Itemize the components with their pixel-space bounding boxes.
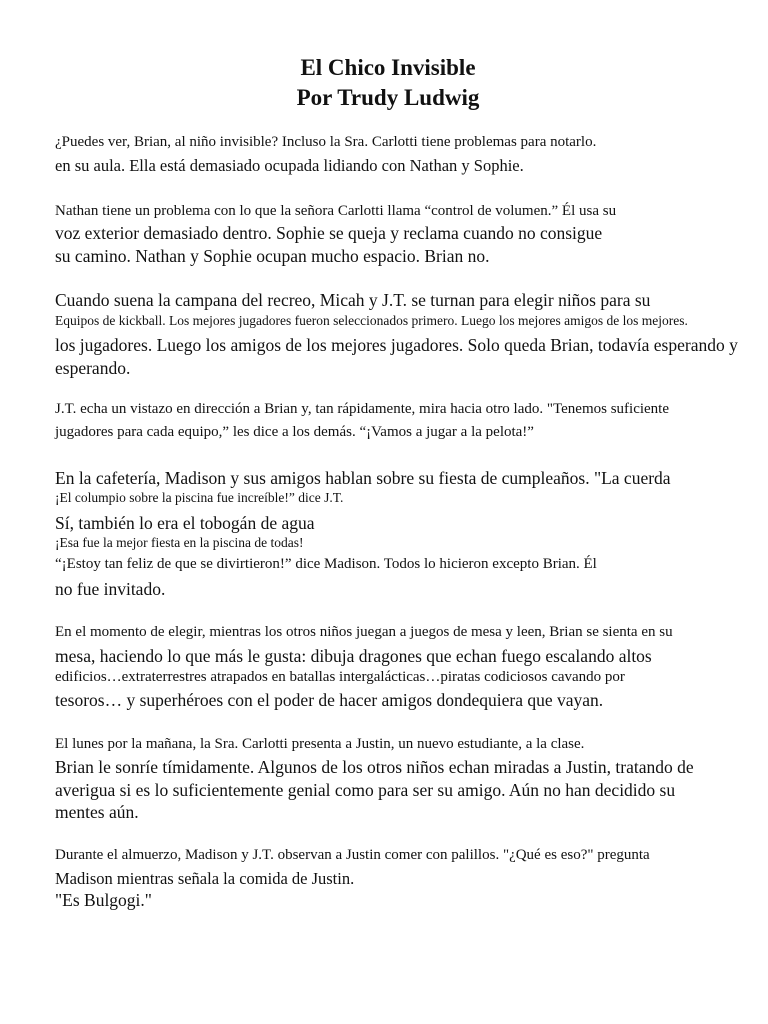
text-line: su camino. Nathan y Sophie ocupan mucho espacio. Brian no. [55, 246, 490, 266]
text-line: Nathan tiene un problema con lo que la señora Carlotti llama “control de volumen.” Él usa su [55, 203, 617, 219]
text-line: esperando. [55, 358, 131, 378]
text-line: mentes aún. [55, 802, 139, 822]
text-line: tesoros… y superhéroes con el poder de hacer amigos dondequiera que vayan. [55, 690, 604, 710]
text-line: en su aula. Ella está demasiado ocupada lidiando con Nathan y Sophie. [55, 156, 524, 175]
text-line: Madison mientras señala la comida de Justin. [55, 869, 355, 888]
text-line: edificios…extraterrestres atrapados en batallas intergalácticas…piratas codiciosos cavando por [55, 669, 625, 685]
text-line: ¿Puedes ver, Brian, al niño invisible? Incluso la Sra. Carlotti tiene problemas para notarlo. [55, 134, 597, 150]
text-line: jugadores para cada equipo,” les dice a los demás. “¡Vamos a jugar a la pelota!” [55, 424, 534, 440]
text-line: mesa, haciendo lo que más le gusta: dibuja dragones que echan fuego escalando altos [55, 646, 652, 666]
text-line: Equipos de kickball. Los mejores jugadores fueron seleccionados primero. Luego los mejores amigos de los mejores. [55, 313, 688, 328]
text-line: El lunes por la mañana, la Sra. Carlotti presenta a Justin, un nuevo estudiante, a la clase. [55, 736, 585, 752]
text-line: En el momento de elegir, mientras los otros niños juegan a juegos de mesa y leen, Brian se sienta en su [55, 624, 673, 640]
text-line: “¡Estoy tan feliz de que se divirtieron!” dice Madison. Todos lo hicieron excepto Brian. Él [55, 556, 597, 572]
text-line: ¡Esa fue la mejor fiesta en la piscina de todas! [55, 535, 304, 550]
text-line: En la cafetería, Madison y sus amigos hablan sobre su fiesta de cumpleaños. "La cuerda [55, 468, 671, 488]
text-line: Durante el almuerzo, Madison y J.T. observan a Justin comer con palillos. "¿Qué es eso?" pregunta [55, 847, 650, 863]
author-line: Por Trudy Ludwig [296, 85, 480, 110]
text-line: Brian le sonríe tímidamente. Algunos de los otros niños echan miradas a Justin, tratando de [55, 757, 694, 777]
document-title: El Chico Invisible [300, 55, 476, 80]
text-line: Cuando suena la campana del recreo, Micah y J.T. se turnan para elegir niños para su [55, 290, 651, 310]
text-line: "Es Bulgogi." [55, 890, 152, 910]
text-line: no fue invitado. [55, 579, 166, 599]
text-line: ¡El columpio sobre la piscina fue increíble!” dice J.T. [55, 490, 344, 505]
text-line: J.T. echa un vistazo en dirección a Brian y, tan rápidamente, mira hacia otro lado. "Tenemos suficiente [55, 401, 670, 417]
text-line: averigua si es lo suficientemente genial como para ser su amigo. Aún no han decidido su [55, 780, 676, 800]
text-line: voz exterior demasiado dentro. Sophie se queja y reclama cuando no consigue [55, 223, 603, 243]
text-line: Sí, también lo era el tobogán de agua [55, 513, 315, 533]
text-line: los jugadores. Luego los amigos de los mejores jugadores. Solo queda Brian, todavía esperando y [55, 335, 738, 355]
